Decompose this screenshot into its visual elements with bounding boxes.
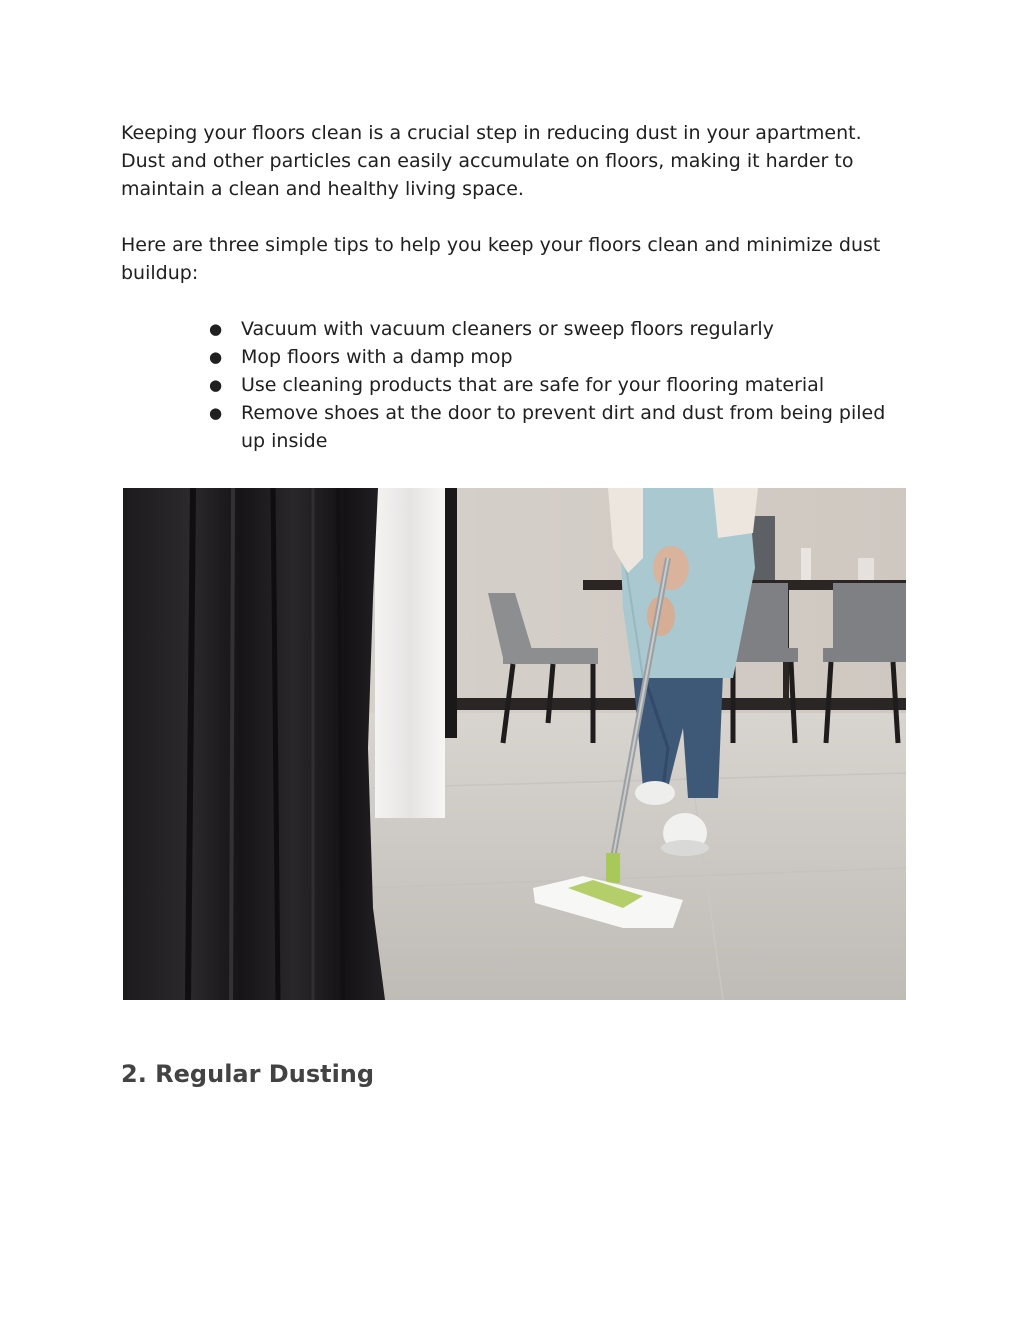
mopping-floor-photo bbox=[123, 488, 906, 1000]
intro-paragraph-tips: Here are three simple tips to help you keep your floors clean and minimize dust buildup: bbox=[121, 234, 881, 284]
bullet-icon: ● bbox=[209, 320, 223, 338]
list-item bbox=[209, 399, 909, 455]
tips-list bbox=[209, 315, 909, 455]
tip-text: Vacuum with vacuum cleaners or sweep floors regularly bbox=[241, 318, 774, 340]
section-heading: 2. Regular Dusting bbox=[121, 1060, 375, 1088]
bullet-icon: ● bbox=[209, 376, 223, 394]
list-item bbox=[209, 371, 909, 399]
list-item bbox=[209, 315, 909, 343]
tip-text: Mop floors with a damp mop bbox=[241, 346, 513, 368]
bullet-icon: ● bbox=[209, 404, 223, 422]
bullet-icon: ● bbox=[209, 348, 223, 366]
tip-text: Use cleaning products that are safe for your flooring material bbox=[241, 374, 825, 396]
tip-text: Remove shoes at the door to prevent dirt and dust from being piled up inside bbox=[241, 402, 886, 452]
intro-paragraph-floors: Keeping your floors clean is a crucial step in reducing dust in your apartment. Dust and other particles can easily accumulate on floors, making it harder to maintain a clean and healthy living space. bbox=[121, 122, 862, 200]
list-item bbox=[209, 343, 909, 371]
